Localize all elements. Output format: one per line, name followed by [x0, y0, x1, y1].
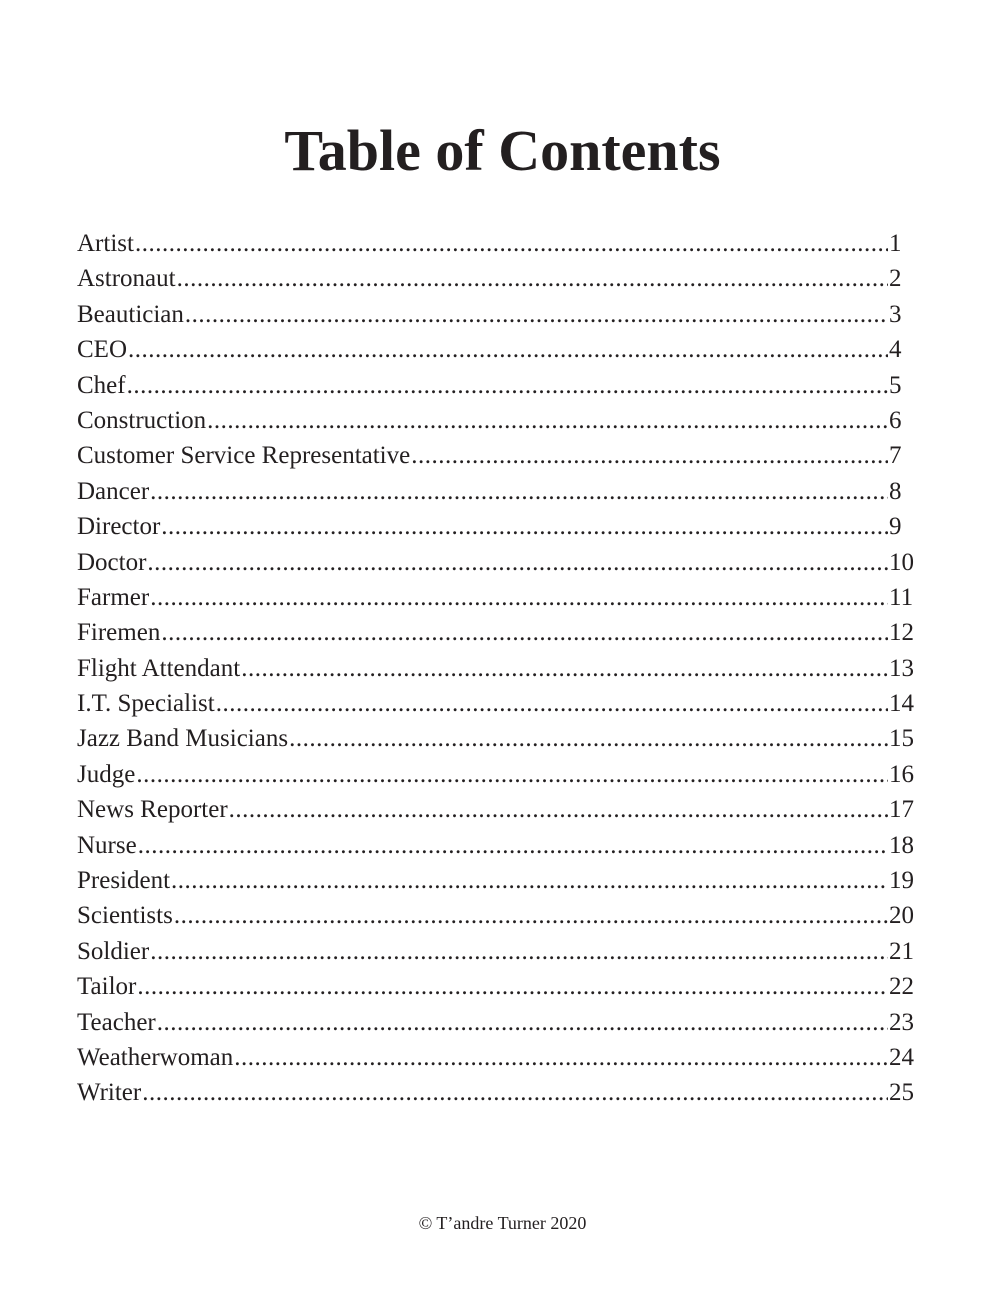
toc-dot-leader — [241, 651, 888, 686]
toc-entry-page: 21 — [889, 937, 914, 965]
toc-entry-label: Writer — [77, 1079, 142, 1107]
toc-dot-leader — [137, 969, 888, 1004]
table-of-contents — [77, 226, 917, 1111]
toc-entry — [77, 1005, 917, 1040]
toc-entry-page: 4 — [889, 336, 902, 364]
toc-entry-page: 17 — [889, 796, 914, 824]
toc-entry-label: Judge — [77, 760, 136, 788]
toc-entry — [77, 1075, 917, 1110]
toc-entry — [77, 757, 917, 792]
toc-entry — [77, 580, 917, 615]
toc-dot-leader — [136, 757, 888, 792]
toc-entry — [77, 261, 917, 296]
toc-dot-leader — [161, 615, 888, 650]
toc-entry — [77, 686, 917, 721]
toc-dot-leader — [150, 934, 888, 969]
toc-dot-leader — [185, 297, 888, 332]
toc-entry-label: Jazz Band Musicians — [77, 725, 289, 753]
toc-dot-leader — [135, 226, 888, 261]
toc-entry-page: 9 — [889, 513, 902, 541]
toc-entry — [77, 651, 917, 686]
toc-dot-leader — [207, 403, 888, 438]
toc-dot-leader — [142, 1075, 888, 1110]
toc-entry-label: Flight Attendant — [77, 654, 241, 682]
toc-entry-page: 6 — [889, 406, 902, 434]
toc-entry-page: 25 — [889, 1079, 914, 1107]
toc-entry-label: Teacher — [77, 1008, 156, 1036]
toc-entry-page: 24 — [889, 1043, 914, 1071]
toc-entry-label: CEO — [77, 336, 127, 364]
toc-entry-label: Tailor — [77, 973, 137, 1001]
toc-entry-page: 13 — [889, 654, 914, 682]
toc-entry — [77, 403, 917, 438]
toc-dot-leader — [127, 368, 888, 403]
toc-entry — [77, 438, 917, 473]
toc-entry-page: 16 — [889, 760, 914, 788]
toc-entry — [77, 934, 917, 969]
page-title: Table of Contents — [284, 117, 721, 183]
toc-entry-page: 14 — [889, 690, 914, 718]
toc-dot-leader — [411, 438, 888, 473]
toc-dot-leader — [150, 580, 888, 615]
toc-entry-page: 5 — [889, 371, 902, 399]
toc-entry-label: Farmer — [77, 583, 150, 611]
toc-entry-label: Construction — [77, 406, 207, 434]
toc-entry-label: Beautician — [77, 300, 184, 328]
toc-entry — [77, 898, 917, 933]
toc-entry-label: Weatherwoman — [77, 1043, 234, 1071]
toc-entry-label: News Reporter — [77, 796, 228, 824]
toc-entry-page: 1 — [889, 230, 902, 257]
toc-entry — [77, 615, 917, 650]
toc-entry-page: 2 — [889, 265, 902, 293]
toc-entry-label: Doctor — [77, 548, 147, 576]
toc-entry-page: 20 — [889, 902, 914, 930]
toc-entry-page: 11 — [889, 583, 914, 611]
toc-entry — [77, 332, 917, 367]
toc-dot-leader — [128, 332, 888, 367]
toc-entry-page: 22 — [889, 973, 914, 1001]
toc-entry-label: Artist — [77, 230, 134, 257]
toc-entry — [77, 828, 917, 863]
toc-entry-label: Nurse — [77, 831, 137, 859]
copyright-footer: © T’andre Turner 2020 — [418, 1213, 587, 1233]
toc-entry — [77, 545, 917, 580]
toc-entry — [77, 969, 917, 1004]
toc-dot-leader — [150, 474, 888, 509]
toc-entry-label: Customer Service Representative — [77, 442, 411, 470]
toc-dot-leader — [138, 828, 888, 863]
toc-entry-label: Firemen — [77, 619, 161, 647]
toc-entry — [77, 297, 917, 332]
toc-dot-leader — [289, 721, 888, 756]
toc-entry — [77, 368, 917, 403]
toc-dot-leader — [229, 792, 888, 827]
toc-dot-leader — [216, 686, 888, 721]
toc-entry-label: I.T. Specialist — [77, 690, 215, 718]
toc-entry-label: Dancer — [77, 477, 150, 505]
toc-entry-page: 10 — [889, 548, 914, 576]
toc-entry — [77, 792, 917, 827]
toc-entry — [77, 1040, 917, 1075]
toc-entry — [77, 863, 917, 898]
toc-entry-page: 23 — [889, 1008, 914, 1036]
toc-entry-label: Chef — [77, 371, 126, 399]
toc-dot-leader — [171, 863, 888, 898]
toc-entry-page: 12 — [889, 619, 914, 647]
toc-dot-leader — [161, 509, 888, 544]
toc-dot-leader — [234, 1040, 888, 1075]
toc-entry — [77, 509, 917, 544]
toc-entry-label: Director — [77, 513, 161, 541]
toc-dot-leader — [177, 261, 888, 296]
toc-entry-label: Soldier — [77, 937, 150, 965]
toc-entry-label: Astronaut — [77, 265, 176, 293]
toc-entry-label: President — [77, 867, 171, 895]
toc-entry — [77, 721, 917, 756]
toc-entry — [77, 226, 917, 261]
toc-entry-page: 7 — [889, 442, 902, 470]
toc-entry-page: 15 — [889, 725, 914, 753]
toc-entry-page: 19 — [889, 867, 914, 895]
toc-entry-page: 3 — [889, 300, 902, 328]
toc-dot-leader — [147, 545, 888, 580]
toc-entry-page: 18 — [889, 831, 914, 859]
toc-entry-page: 8 — [889, 477, 902, 505]
toc-entry — [77, 474, 917, 509]
toc-dot-leader — [157, 1005, 888, 1040]
toc-entry-label: Scientists — [77, 902, 173, 930]
toc-dot-leader — [174, 898, 888, 933]
